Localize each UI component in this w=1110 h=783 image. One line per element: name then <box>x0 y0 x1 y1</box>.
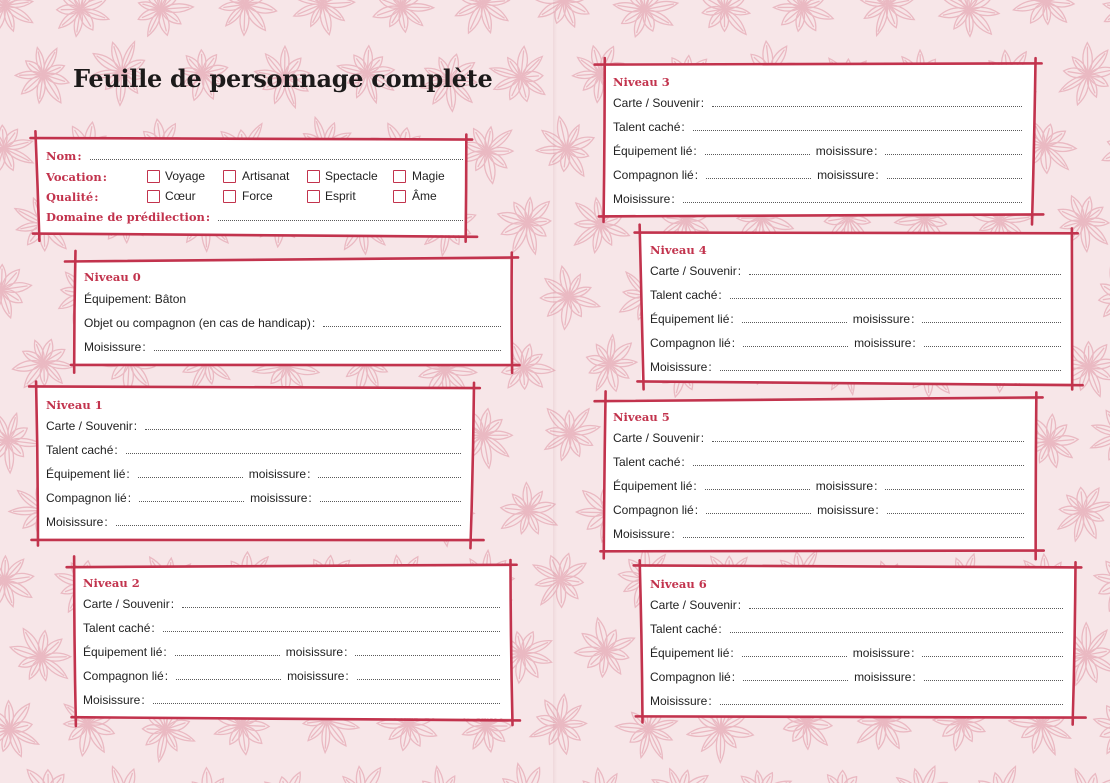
level-1-companion-row: Compagnon lié : moisissure : <box>46 489 461 505</box>
level-1-talent-field[interactable] <box>126 452 461 454</box>
frame-stroke <box>637 381 1082 385</box>
level-3-companion-row: Compagnon lié : moisissure : <box>613 166 1022 182</box>
leaf-cluster <box>1012 0 1074 26</box>
card-souvenir-label: Carte / Souvenir <box>650 598 737 612</box>
level-0-heading: Niveau 0 <box>84 270 141 284</box>
leaf <box>599 772 620 783</box>
leaf-cluster <box>1102 0 1110 41</box>
level-0-equipment-text: Équipement: Bâton <box>84 292 187 306</box>
level-4-card-row: Carte / Souvenir : <box>650 262 1061 278</box>
level-1-companion-field[interactable] <box>139 500 244 502</box>
frame-stroke <box>599 214 1043 216</box>
frame-stroke <box>74 556 76 726</box>
card-souvenir-label: Carte / Souvenir <box>83 597 170 611</box>
quality-ame-checkbox[interactable] <box>393 190 406 203</box>
level-2-card-field[interactable] <box>182 606 500 608</box>
level-5-heading: Niveau 5 <box>613 410 670 424</box>
frame-stroke <box>65 257 518 261</box>
level-4-talent-row: Talent caché : <box>650 286 1061 302</box>
level-4-talent-field[interactable] <box>730 297 1061 299</box>
level-5-card-row: Carte / Souvenir : <box>613 429 1024 445</box>
level-0-object-label: Objet ou compagnon (en cas de handicap) <box>84 316 311 330</box>
leaf <box>774 4 803 11</box>
leaf <box>355 766 366 783</box>
level-5-mold-row: Moisissure : <box>613 525 1024 541</box>
level-3-equipment-mold-field[interactable] <box>885 153 1022 155</box>
level-0-mold-label: Moisissure <box>84 340 142 354</box>
frame-stroke <box>1036 392 1037 559</box>
frame-stroke <box>510 560 512 725</box>
equipment-label: Équipement lié <box>650 312 730 326</box>
vocation-voyage-label: Voyage <box>165 169 206 183</box>
level-6-mold-field[interactable] <box>720 703 1063 705</box>
level-4-card <box>641 233 1073 383</box>
leaf-cluster <box>489 46 547 103</box>
leaf-cluster <box>15 47 70 106</box>
companion-label: Compagnon lié <box>46 491 127 505</box>
leaf-cluster <box>861 0 917 37</box>
leaf-cluster <box>1098 263 1110 328</box>
companion-mold-label: moisissure <box>817 503 875 517</box>
level-4-companion-mold-field[interactable] <box>924 345 1061 347</box>
level-1-equipment-mold-field[interactable] <box>318 476 461 478</box>
level-0-equipment <box>84 290 186 306</box>
level-2-companion-field[interactable] <box>176 678 281 680</box>
leaf-cluster <box>735 770 792 783</box>
leaf <box>593 768 606 783</box>
frame-stroke <box>29 386 480 388</box>
level-2-heading: Niveau 2 <box>83 576 140 590</box>
level-3-heading: Niveau 3 <box>613 75 670 89</box>
quality-row: Qualité : <box>46 190 99 204</box>
level-6-companion-row: Compagnon lié : moisissure : <box>650 668 1063 684</box>
page-gutter <box>553 0 557 783</box>
companion-mold-label: moisissure <box>854 336 912 350</box>
mold-label: Moisissure <box>83 693 141 707</box>
level-1-card-row: Carte / Souvenir : <box>46 417 461 433</box>
leaf <box>358 765 384 783</box>
name-label: Nom <box>46 149 77 163</box>
leaf-cluster <box>372 0 434 33</box>
leaf <box>1106 137 1110 153</box>
companion-label: Compagnon lié <box>650 670 731 684</box>
equipment-label: Équipement lié <box>46 467 126 481</box>
level-1-heading: Niveau 1 <box>46 398 103 412</box>
companion-label: Compagnon lié <box>83 669 164 683</box>
frame-stroke <box>33 234 477 237</box>
card-souvenir-label: Carte / Souvenir <box>613 431 700 445</box>
equipment-label: Équipement lié <box>650 646 730 660</box>
leaf-cluster <box>536 115 596 178</box>
vocation-spectacle-checkbox[interactable] <box>307 170 320 183</box>
equipment-label: Équipement lié <box>83 645 163 659</box>
companion-mold-label: moisissure <box>817 168 875 182</box>
level-0-mold-field[interactable] <box>154 349 501 351</box>
leaf <box>1100 144 1110 164</box>
leaf-cluster <box>56 0 110 37</box>
frame-stroke <box>635 233 1078 234</box>
equipment-mold-label: moisissure <box>852 646 911 660</box>
leaf-cluster <box>574 617 636 677</box>
level-3-mold-field[interactable] <box>683 201 1022 203</box>
leaf-cluster <box>571 768 634 783</box>
vocation-artisanat-label: Artisanat <box>242 169 290 183</box>
level-2-equipment-field[interactable] <box>175 654 280 656</box>
level-1-equipment-field[interactable] <box>138 476 243 478</box>
level-5-equipment-field[interactable] <box>705 488 810 490</box>
leaf-cluster <box>613 0 679 38</box>
domain-field[interactable] <box>218 219 463 221</box>
level-6-mold-row: Moisissure : <box>650 692 1063 708</box>
level-1-mold-row: Moisissure : <box>46 513 461 529</box>
vocation-row: Vocation : <box>46 170 107 184</box>
frame-stroke <box>604 58 605 222</box>
page-title: Feuille de personnage complète <box>73 64 493 93</box>
leaf <box>202 768 213 783</box>
quality-esprit-label: Esprit <box>325 189 356 203</box>
leaf-cluster <box>937 0 999 37</box>
level-2-mold-field[interactable] <box>153 702 500 704</box>
level-5-card-field[interactable] <box>712 440 1024 442</box>
mold-label: Moisissure <box>613 527 671 541</box>
level-5-companion-field[interactable] <box>706 512 811 514</box>
leaf-cluster <box>976 765 1028 783</box>
companion-mold-label: moisissure <box>287 669 345 683</box>
quality-label: Qualité <box>46 190 94 204</box>
frame-stroke <box>595 397 1043 401</box>
level-6-companion-field[interactable] <box>743 679 848 681</box>
equipment-mold-label: moisissure <box>815 144 874 158</box>
leaf <box>189 779 211 783</box>
level-5-card <box>604 400 1036 550</box>
level-6-heading: Niveau 6 <box>650 577 707 591</box>
level-2-mold-row: Moisissure : <box>83 691 500 707</box>
frame-stroke <box>72 717 520 720</box>
level-5-talent-field[interactable] <box>693 464 1024 466</box>
equipment-label: Équipement lié <box>613 144 693 158</box>
level-4-equipment-mold-field[interactable] <box>922 321 1061 323</box>
level-0-mold-row: Moisissure : <box>84 338 501 354</box>
frame-stroke <box>604 391 606 558</box>
level-1-card-field[interactable] <box>145 428 461 430</box>
vocation-magie-checkbox[interactable] <box>393 170 406 183</box>
frame-stroke <box>640 225 644 390</box>
leaf <box>1084 773 1099 783</box>
level-2-companion-mold-field[interactable] <box>357 678 500 680</box>
leaf-cluster <box>0 264 32 319</box>
leaf <box>1102 1 1110 13</box>
leaf-cluster <box>175 768 233 783</box>
frame-stroke <box>600 550 1043 551</box>
leaf-cluster <box>499 482 558 535</box>
leaf-cluster <box>412 766 471 783</box>
quality-coeur-checkbox[interactable] <box>147 190 160 203</box>
level-2-talent-row: Talent caché : <box>83 619 500 635</box>
mold-label: Moisissure <box>650 360 708 374</box>
leaf <box>666 767 684 783</box>
equipment-mold-label: moisissure <box>248 467 307 481</box>
leaf <box>1097 577 1110 598</box>
mold-label: Moisissure <box>613 192 671 206</box>
leaf-cluster <box>500 763 558 783</box>
frame-stroke <box>36 382 38 546</box>
level-3-talent-field[interactable] <box>693 129 1022 131</box>
leaf-cluster <box>890 765 955 783</box>
leaf-cluster <box>1058 767 1110 783</box>
leaf <box>838 773 860 783</box>
level-2-equipment-mold-field[interactable] <box>355 654 500 656</box>
companion-label: Compagnon lié <box>613 168 694 182</box>
companion-mold-label: moisissure <box>250 491 308 505</box>
vocation-spectacle-label: Spectacle <box>325 169 378 183</box>
leaf-cluster <box>496 197 552 255</box>
leaf-cluster <box>1093 700 1110 762</box>
level-1-talent-row: Talent caché : <box>46 441 461 457</box>
level-2-talent-field[interactable] <box>163 630 500 632</box>
leaf <box>581 778 605 783</box>
leaf <box>433 766 446 783</box>
level-2-card-row: Carte / Souvenir : <box>83 595 500 611</box>
leaf-cluster <box>650 767 711 783</box>
quality-force-label: Force <box>242 189 273 203</box>
equipment-mold-label: moisissure <box>852 312 911 326</box>
leaf-cluster <box>1100 116 1110 179</box>
level-5-talent-row: Talent caché : <box>613 453 1024 469</box>
leaf-cluster <box>698 0 750 37</box>
frame-stroke <box>634 565 1082 567</box>
identity-card <box>37 139 467 235</box>
leaf <box>514 763 529 783</box>
level-5-companion-mold-field[interactable] <box>887 512 1024 514</box>
talent-label: Talent caché <box>650 622 718 636</box>
frame-stroke <box>1073 562 1076 724</box>
level-6-talent-field[interactable] <box>730 631 1063 633</box>
frame-stroke <box>35 131 39 241</box>
talent-label: Talent caché <box>46 443 114 457</box>
vocation-magie-label: Magie <box>412 169 445 183</box>
equipment-label: Équipement lié <box>613 479 693 493</box>
level-6-talent-row: Talent caché : <box>650 620 1063 636</box>
level-4-equipment-row: Équipement lié : moisissure : <box>650 310 1061 326</box>
frame-stroke <box>466 135 467 242</box>
frame-stroke <box>640 560 643 722</box>
quality-esprit-checkbox[interactable] <box>307 190 320 203</box>
leaf-cluster <box>14 767 74 783</box>
card-souvenir-label: Carte / Souvenir <box>650 264 737 278</box>
leaf <box>420 778 445 783</box>
quality-coeur-label: Cœur <box>165 189 196 203</box>
level-4-heading: Niveau 4 <box>650 243 707 257</box>
talent-label: Talent caché <box>650 288 718 302</box>
sketch-frame <box>64 250 522 374</box>
level-0-object-row: Objet ou compagnon (en cas de handicap) : <box>84 314 501 330</box>
companion-mold-label: moisissure <box>854 670 912 684</box>
level-1-companion-mold-field[interactable] <box>320 500 461 502</box>
level-6-equipment-row: Équipement lié : moisissure : <box>650 644 1063 660</box>
card-souvenir-label: Carte / Souvenir <box>46 419 133 433</box>
talent-label: Talent caché <box>613 455 681 469</box>
talent-label: Talent caché <box>83 621 151 635</box>
leaf-cluster <box>540 265 601 330</box>
level-4-card-field[interactable] <box>749 273 1061 275</box>
leaf <box>500 775 528 783</box>
level-0-object-field[interactable] <box>323 325 501 327</box>
leaf <box>758 771 776 783</box>
leaf <box>1098 280 1110 301</box>
leaf-cluster <box>137 0 194 38</box>
level-3-card <box>604 65 1034 215</box>
equipment-mold-label: moisissure <box>285 645 344 659</box>
leaf-cluster <box>1089 403 1110 464</box>
leaf-cluster <box>454 0 510 35</box>
leaf-cluster <box>260 770 318 783</box>
level-6-card-field[interactable] <box>749 607 1063 609</box>
quality-force-checkbox[interactable] <box>223 190 236 203</box>
level-4-mold-field[interactable] <box>720 369 1061 371</box>
frame-stroke <box>595 63 1042 64</box>
talent-label: Talent caché <box>613 120 681 134</box>
vocation-voyage-checkbox[interactable] <box>147 170 160 183</box>
level-1-mold-field[interactable] <box>116 524 461 526</box>
leaf-cluster <box>219 0 278 35</box>
level-1-equipment-row: Équipement lié : moisissure : <box>46 465 461 481</box>
leaf-cluster <box>529 694 587 755</box>
level-3-talent-row: Talent caché : <box>613 118 1022 134</box>
leaf-cluster <box>96 765 153 783</box>
level-6-card <box>641 567 1075 717</box>
frame-stroke <box>31 138 473 140</box>
frame-stroke <box>512 253 513 373</box>
leaf <box>401 3 433 11</box>
level-6-companion-mold-field[interactable] <box>924 679 1063 681</box>
level-3-equipment-row: Équipement lié : moisissure : <box>613 142 1022 158</box>
domain-row: Domaine de prédilection : <box>46 208 463 224</box>
vocation-artisanat-checkbox[interactable] <box>223 170 236 183</box>
level-4-mold-row: Moisissure : <box>650 358 1061 374</box>
level-3-mold-row: Moisissure : <box>613 190 1022 206</box>
level-4-companion-row: Compagnon lié : moisissure : <box>650 334 1061 350</box>
leaf-cluster <box>530 0 591 28</box>
level-3-companion-field[interactable] <box>706 177 811 179</box>
frame-stroke <box>1032 58 1036 224</box>
domain-label: Domaine de prédilection <box>46 210 205 224</box>
leaf-cluster <box>585 334 637 392</box>
level-2-equipment-row: Équipement lié : moisissure : <box>83 643 500 659</box>
quality-ame-label: Âme <box>412 189 437 203</box>
frame-stroke <box>74 251 75 373</box>
leaf-cluster <box>774 0 835 33</box>
level-2-companion-row: Compagnon lié : moisissure : <box>83 667 500 683</box>
mold-label: Moisissure <box>46 515 104 529</box>
level-1-card <box>37 388 473 540</box>
leaf-cluster <box>812 770 869 783</box>
leaf-cluster <box>0 555 34 611</box>
leaf-cluster <box>289 0 355 36</box>
level-6-equipment-field[interactable] <box>742 655 847 657</box>
frame-stroke <box>636 716 1086 717</box>
leaf <box>678 772 710 783</box>
level-5-mold-field[interactable] <box>683 536 1024 538</box>
leaf-cluster <box>0 0 35 36</box>
level-4-equipment-field[interactable] <box>742 321 847 323</box>
leaf-cluster <box>531 552 588 607</box>
level-4-companion-field[interactable] <box>743 345 848 347</box>
vocation-label: Vocation <box>46 170 102 184</box>
companion-label: Compagnon lié <box>613 503 694 517</box>
leaf <box>716 729 725 763</box>
leaf-cluster <box>9 626 71 681</box>
level-5-companion-row: Compagnon lié : moisissure : <box>613 501 1024 517</box>
equipment-mold-label: moisissure <box>815 479 874 493</box>
leaf-cluster <box>1056 486 1110 542</box>
leaf <box>1091 422 1110 439</box>
leaf-cluster <box>0 701 40 759</box>
leaf-cluster <box>329 765 391 783</box>
leaf-cluster <box>1058 43 1110 107</box>
level-5-equipment-row: Équipement lié : moisissure : <box>613 477 1024 493</box>
level-3-companion-mold-field[interactable] <box>887 177 1022 179</box>
frame-stroke <box>67 565 517 567</box>
mold-label: Moisissure <box>650 694 708 708</box>
level-6-equipment-mold-field[interactable] <box>922 655 1063 657</box>
card-souvenir-label: Carte / Souvenir <box>613 96 700 110</box>
leaf-cluster <box>1093 550 1110 613</box>
level-3-equipment-field[interactable] <box>705 153 810 155</box>
companion-label: Compagnon lié <box>650 336 731 350</box>
frame-stroke <box>470 383 474 548</box>
leaf-cluster <box>543 406 601 462</box>
name-row: Nom : <box>46 147 463 163</box>
name-field[interactable] <box>90 158 463 160</box>
leaf <box>1093 715 1110 731</box>
level-2-card <box>74 566 512 718</box>
level-3-card-row: Carte / Souvenir : <box>613 94 1022 110</box>
level-6-card-row: Carte / Souvenir : <box>650 596 1063 612</box>
level-3-card-field[interactable] <box>712 105 1022 107</box>
level-0-card <box>74 260 512 364</box>
leaf <box>1101 294 1110 319</box>
level-5-equipment-mold-field[interactable] <box>885 488 1024 490</box>
